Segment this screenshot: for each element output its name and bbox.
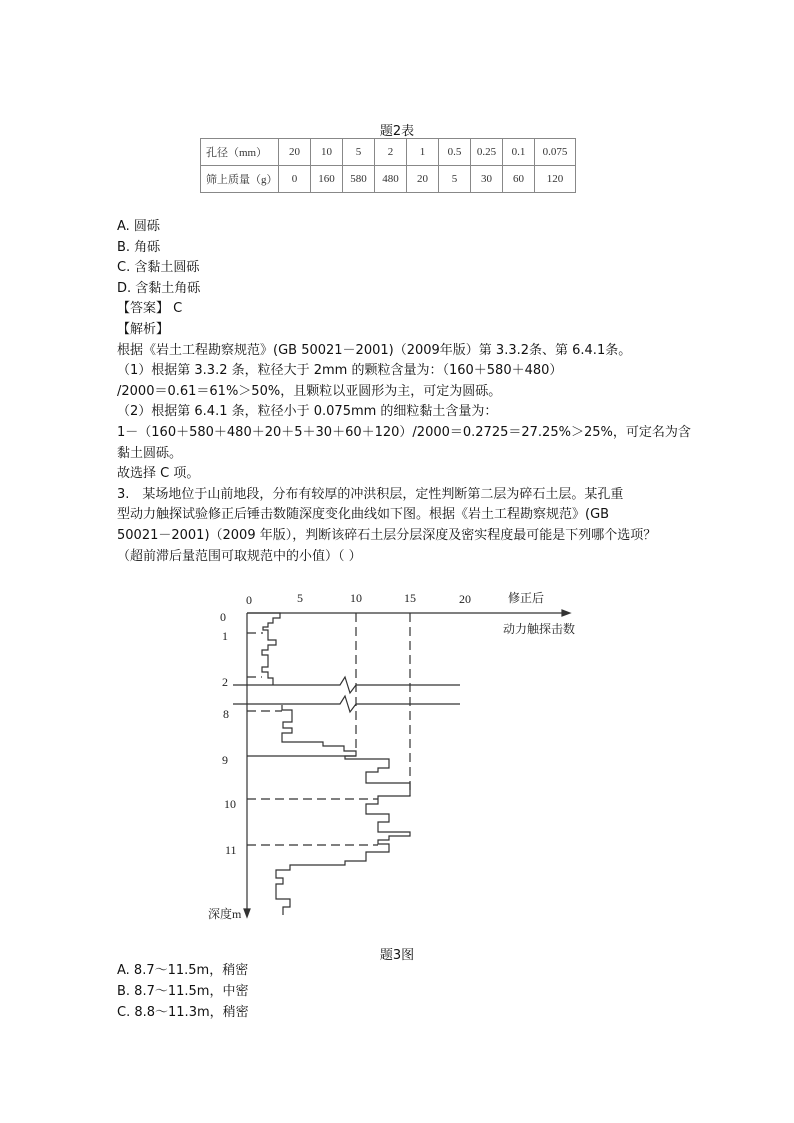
option-d: D. 含黏土角砾 bbox=[117, 280, 201, 296]
depth-tick: 0 bbox=[220, 610, 226, 624]
analysis-title: 【解析】 bbox=[117, 321, 170, 337]
analysis-line: 黏土圆砾。 bbox=[117, 445, 183, 461]
option-c: C. 8.8～11.3m，稍密 bbox=[117, 1005, 249, 1020]
cell: 0 bbox=[279, 166, 311, 193]
row-header: 筛上质量（g） bbox=[201, 166, 279, 193]
cell: 5 bbox=[343, 139, 375, 166]
analysis-line: （1）根据第 3.3.2 条，粒径大于 2mm 的颗粒含量为：（160＋580＋480） bbox=[117, 363, 563, 379]
table-caption: 题2表 bbox=[379, 124, 415, 139]
x-axis-arrow-icon bbox=[562, 610, 570, 616]
cell: 20 bbox=[407, 166, 439, 193]
depth-tick: 10 bbox=[224, 797, 236, 811]
row-header: 孔径（mm） bbox=[201, 139, 279, 166]
option-a: A. 8.7～11.5m，稍密 bbox=[117, 963, 249, 978]
blow-count-curve-lower bbox=[276, 705, 410, 915]
cell: 120 bbox=[535, 166, 576, 193]
break-line bbox=[233, 696, 460, 712]
cell: 480 bbox=[375, 166, 407, 193]
x-label-top: 修正后 bbox=[508, 591, 545, 605]
option-b: B. 角砾 bbox=[117, 239, 161, 255]
cell: 60 bbox=[503, 166, 535, 193]
table-row bbox=[201, 139, 576, 166]
question-3-line: （超前滞后量范围可取规范中的小值）（ ） bbox=[117, 548, 362, 564]
cell: 5 bbox=[439, 166, 471, 193]
cell: 160 bbox=[311, 166, 343, 193]
analysis-line: 1－（160＋580＋480＋20＋5＋30＋60＋120）/2000＝0.2725＝27.25%＞25%，可定名为含 bbox=[117, 424, 691, 440]
penetration-figure bbox=[190, 585, 590, 925]
x-tick: 5 bbox=[297, 591, 303, 605]
cell: 2 bbox=[375, 139, 407, 166]
table-row bbox=[201, 166, 576, 193]
question-3-line: 3. 某场地位于山前地段，分布有较厚的冲洪积层，定性判断第二层为碎石土层。某孔重 bbox=[117, 486, 624, 502]
reference-dashes bbox=[247, 613, 410, 845]
x-tick: 20 bbox=[459, 592, 471, 606]
cell: 0.25 bbox=[471, 139, 503, 166]
analysis-line: 故选择 C 项。 bbox=[117, 466, 200, 482]
blow-count-curve-upper bbox=[247, 613, 280, 685]
figure-caption: 题3图 bbox=[379, 948, 415, 963]
x-tick: 0 bbox=[246, 593, 252, 607]
question-3-options bbox=[117, 960, 249, 1023]
cell: 580 bbox=[343, 166, 375, 193]
depth-tick: 9 bbox=[222, 753, 228, 767]
y-axis-arrow-icon bbox=[244, 909, 250, 917]
depth-tick: 1 bbox=[222, 629, 228, 643]
question-3-line: 型动力触探试验修正后锤击数随深度变化曲线如下图。根据《岩土工程勘察规范》(GB bbox=[117, 507, 610, 523]
cell: 10 bbox=[311, 139, 343, 166]
cell: 20 bbox=[279, 139, 311, 166]
option-c: C. 含黏土圆砾 bbox=[117, 260, 200, 276]
analysis-line: /2000＝0.61＝61%＞50%，且颗粒以亚圆形为主，可定为圆砾。 bbox=[117, 383, 502, 399]
question-3-line: 50021－2001)（2009 年版），判断该碎石土层分层深度及密实程度最可能是下列哪个选项？ bbox=[117, 527, 657, 543]
x-tick: 10 bbox=[350, 591, 362, 605]
cell: 30 bbox=[471, 166, 503, 193]
cell: 1 bbox=[407, 139, 439, 166]
depth-tick: 2 bbox=[222, 675, 228, 689]
cell: 0.5 bbox=[439, 139, 471, 166]
x-tick: 15 bbox=[404, 591, 416, 605]
depth-tick: 11 bbox=[225, 843, 237, 857]
y-label: 深度m bbox=[208, 907, 242, 921]
cell: 0.075 bbox=[535, 139, 576, 166]
option-a: A. 圆砾 bbox=[117, 219, 160, 234]
break-line bbox=[233, 677, 460, 693]
sieve-table bbox=[200, 138, 576, 193]
question-text bbox=[117, 217, 691, 567]
x-label: 动力触探击数 bbox=[503, 622, 576, 636]
depth-tick: 8 bbox=[223, 707, 229, 721]
analysis-line: （2）根据第 6.4.1 条，粒径小于 0.075mm 的细粒黏土含量为： bbox=[117, 404, 498, 420]
option-b: B. 8.7～11.5m，中密 bbox=[117, 984, 249, 999]
answer: 【答案】 C bbox=[117, 301, 183, 317]
analysis-line: 根据《岩土工程勘察规范》(GB 50021－2001)（2009年版）第 3.3.2条、第 6.4.1条。 bbox=[117, 342, 632, 358]
cell: 0.1 bbox=[503, 139, 535, 166]
